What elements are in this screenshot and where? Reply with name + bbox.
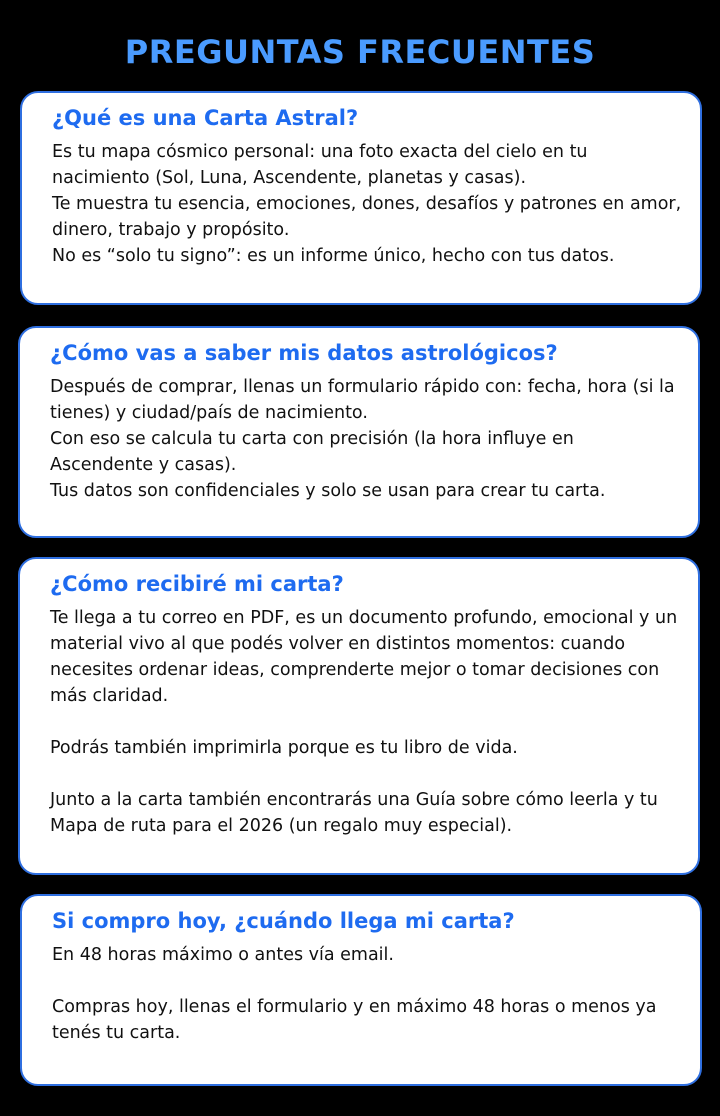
faq-question: ¿Cómo vas a saber mis datos astrológicos? [50,341,558,365]
faq-question: Si compro hoy, ¿cuándo llega mi carta? [52,909,515,933]
faq-card-recibir-carta [18,557,700,875]
page-title: PREGUNTAS FRECUENTES [124,33,596,72]
faq-answer-paragraph: Compras hoy, llenas el formulario y en máximo 48 horas o menos ya tenés tu carta. [52,997,657,1043]
faq-answer-paragraph: Podrás también imprimirla porque es tu libro de vida. [50,738,518,758]
faq-answer-paragraph: En 48 horas máximo o antes vía email. [52,945,394,965]
faq-card-carta-astral [20,91,702,305]
faq-answer-paragraph: Junto a la carta también encontrarás una Guía sobre cómo leerla y tu Mapa de ruta para el 2026 (un regalo muy especial). [50,790,658,836]
faq-answer-paragraph: Después de comprar, llenas un formulario rápido con: fecha, hora (si la tienes) y ciudad/país de nacimiento. [50,377,675,423]
faq-answer-paragraph: Te llega a tu correo en PDF, es un documento profundo, emocional y un material vivo al que podés volver en distintos momentos: cuando necesites ordenar ideas, comprenderte mejor o tomar decisiones con más claridad. [50,608,678,706]
faq-question: ¿Qué es una Carta Astral? [52,106,359,130]
faq-answer-paragraph: Te muestra tu esencia, emociones, dones, desafíos y patrones en amor, dinero, trabajo y propósito. [52,194,682,240]
faq-answer-paragraph: No es “solo tu signo”: es un informe único, hecho con tus datos. [52,246,615,266]
faq-card-datos-astrologicos [18,326,700,538]
faq-answer-paragraph: Tus datos son confidenciales y solo se usan para crear tu carta. [50,481,606,501]
faq-answer-paragraph: Con eso se calcula tu carta con precisión (la hora influye en Ascendente y casas). [50,429,574,475]
faq-answer-paragraph: Es tu mapa cósmico personal: una foto exacta del cielo en tu nacimiento (Sol, Luna, Ascendente, planetas y casas). [52,142,588,188]
faq-card-entrega [20,894,702,1086]
faq-question: ¿Cómo recibiré mi carta? [50,572,344,596]
